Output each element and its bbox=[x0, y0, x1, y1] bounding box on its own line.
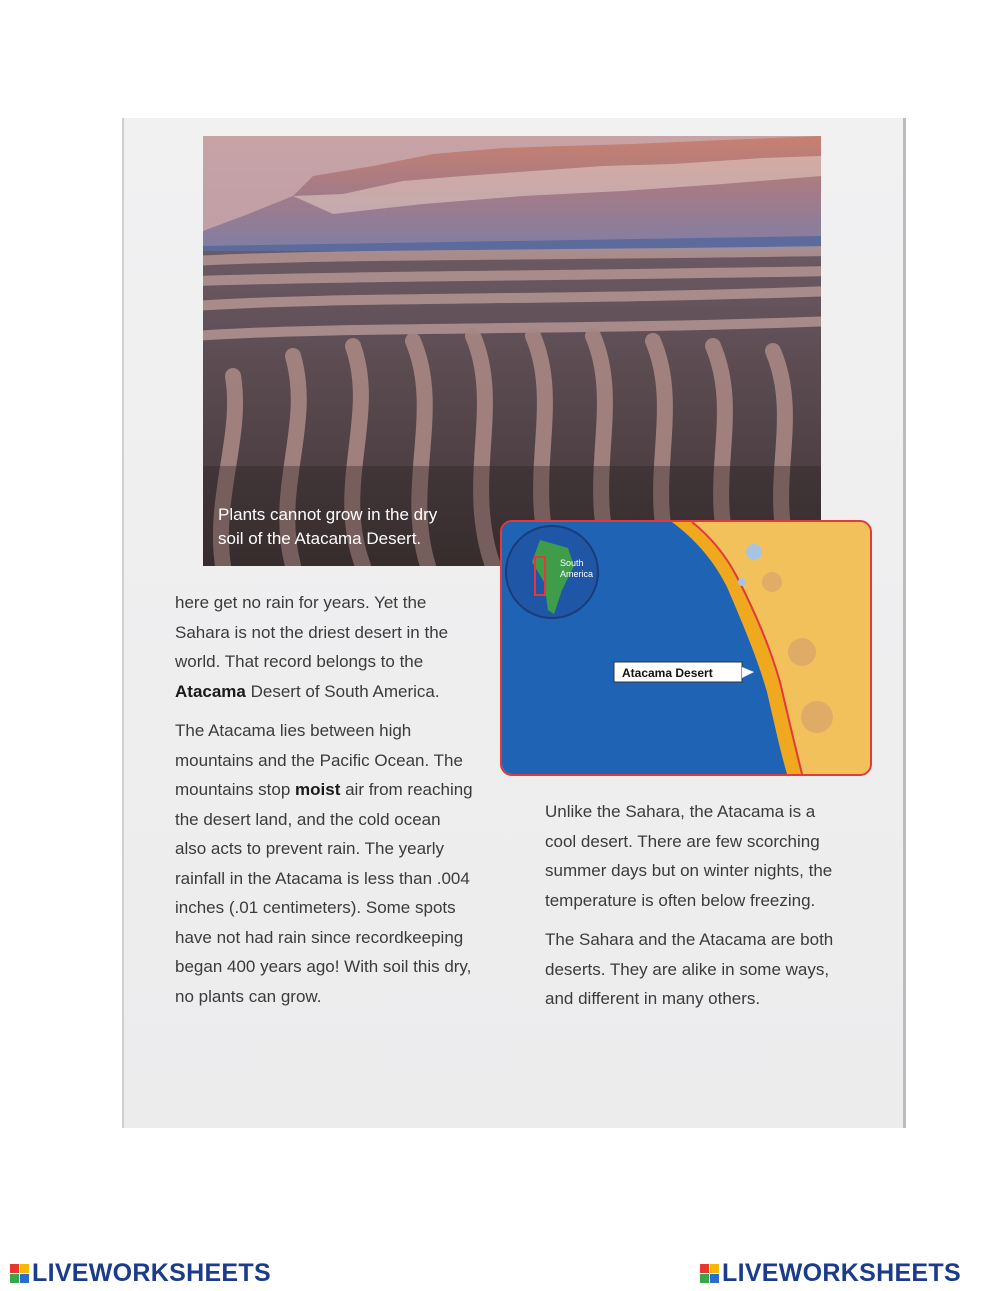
brand-text: LIVEWORKSHEETS bbox=[32, 1259, 271, 1287]
caption-line-2: soil of the Atacama Desert. bbox=[218, 529, 422, 548]
photo-caption bbox=[218, 503, 498, 551]
logo-square-2 bbox=[710, 1264, 719, 1273]
logo-square-4 bbox=[710, 1274, 719, 1283]
left-paragraph-2 bbox=[175, 716, 475, 1011]
map-callout-label: Atacama Desert bbox=[622, 666, 713, 680]
logo-square-1 bbox=[10, 1264, 19, 1273]
left-p1-text-end: Desert of South America. bbox=[245, 681, 440, 701]
logo-square-3 bbox=[700, 1274, 709, 1283]
inset-label-america: America bbox=[560, 569, 594, 579]
right-text-column bbox=[545, 797, 845, 1024]
atacama-desert-photo bbox=[203, 136, 821, 566]
logo-square-3 bbox=[10, 1274, 19, 1283]
liveworksheets-logo-right[interactable] bbox=[700, 1259, 961, 1288]
left-p2-text-end: air from reaching the desert land, and the cold ocean also acts to prevent rain. The yearly rainfall in the Atacama is less than .004 inches (.01 centimeters). Some spots have not had rain since recordkeeping began 400 years ago! With soil this dry, no plants can grow. bbox=[175, 780, 473, 1006]
inset-label-south: South bbox=[560, 558, 584, 568]
atacama-map bbox=[500, 520, 872, 776]
liveworksheets-logo-left[interactable] bbox=[10, 1259, 271, 1288]
logo-square-2 bbox=[20, 1264, 29, 1273]
caption-line-1: Plants cannot grow in the dry bbox=[218, 505, 438, 524]
bold-term-moist: moist bbox=[295, 780, 341, 799]
left-text-column bbox=[175, 588, 475, 1021]
logo-square-1 bbox=[700, 1264, 709, 1273]
left-paragraph-1 bbox=[175, 588, 475, 706]
left-p1-text: here get no rain for years. Yet the Sahara is not the driest desert in the world. That record belongs to the bbox=[175, 593, 449, 671]
left-p2-text: The Atacama lies between high mountains and the Pacific Ocean. The mountains stop bbox=[175, 721, 463, 799]
logo-square-4 bbox=[20, 1274, 29, 1283]
right-paragraph-2: The Sahara and the Atacama are both deserts. They are alike in some ways, and different in many others. bbox=[545, 930, 834, 1008]
brand-text: LIVEWORKSHEETS bbox=[722, 1259, 961, 1287]
right-paragraph-1: Unlike the Sahara, the Atacama is a cool desert. There are few scorching summer days but on winter nights, the temperature is often below freezing. bbox=[545, 802, 833, 910]
liveworksheets-logo-icon bbox=[10, 1264, 29, 1283]
bold-term-atacama: Atacama bbox=[175, 681, 246, 701]
liveworksheets-logo-icon bbox=[700, 1264, 719, 1283]
